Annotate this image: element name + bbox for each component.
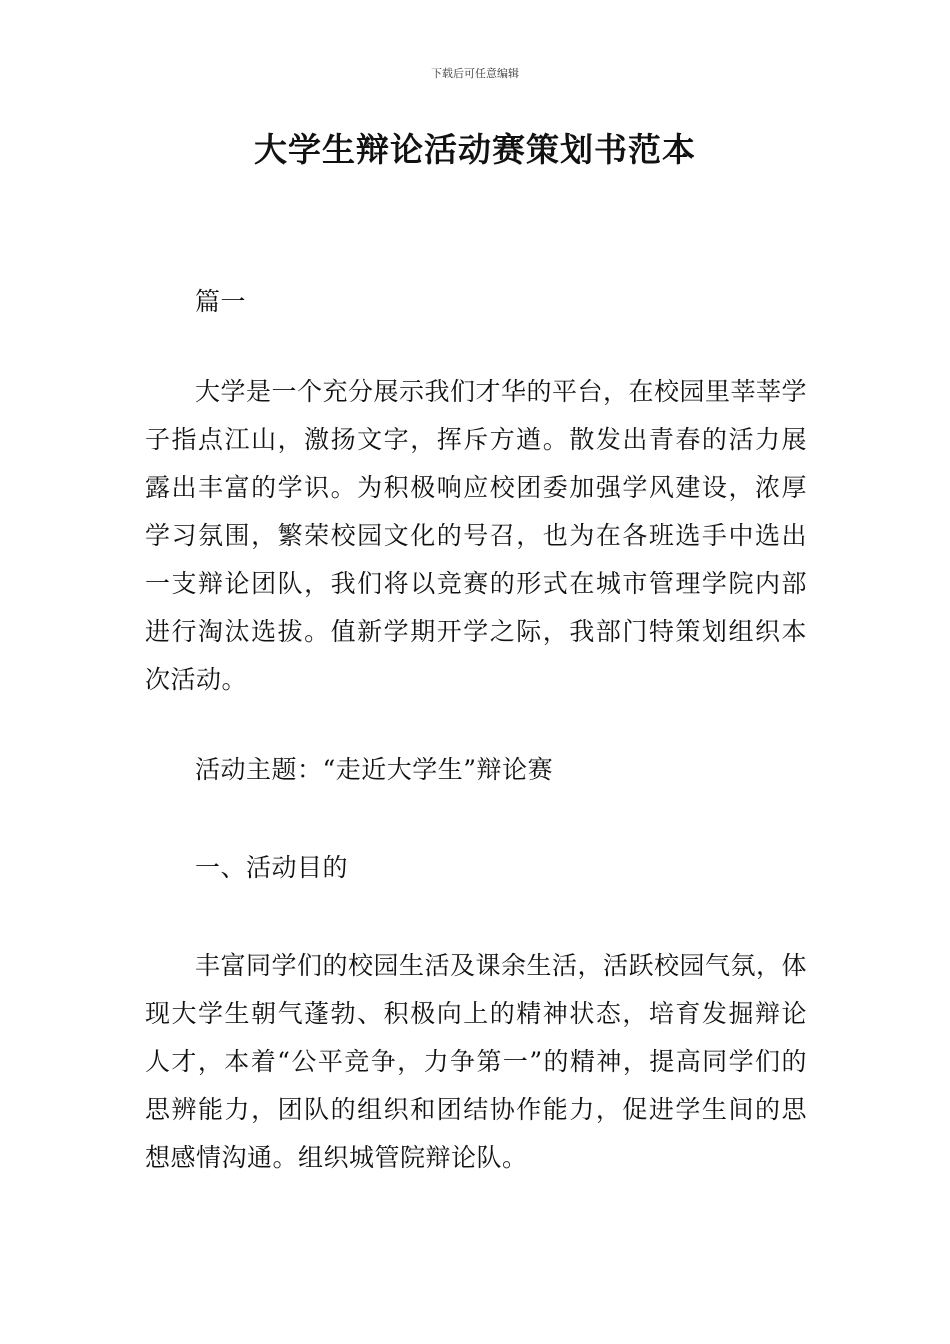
header-note: 下载后可任意编辑	[431, 67, 519, 80]
intro-paragraph: 大学是一个充分展示我们才华的平台，在校园里莘莘学子指点江山，激扬文字，挥斥方遒。散发出青春的活力展露出丰富的学识。为积极响应校团委加强学风建设，浓厚学习氛围，繁荣校园文化的号召，也为在各班选手中选出一支辩论团队，我们将以竞赛的形式在城市管理学院内部进行淘汰选拔。值新学期开学之际，我部门特策划组织本次活动。	[145, 377, 808, 694]
activity-theme: 活动主题：“走近大学生”辩论赛	[195, 755, 554, 784]
purpose-paragraph: 丰富同学们的校园生活及课余生活，活跃校园气氛，体现大学生朝气蓬勃、积极向上的精神状态，培育发掘辩论人才，本着“公平竞争，力争第一”的精神，提高同学们的思辨能力，团队的组织和团结协作能力，促进学生间的思想感情沟通。组织城管院辩论队。	[145, 951, 808, 1172]
document-body	[145, 278, 807, 1182]
section-label: 篇一	[195, 287, 247, 316]
section-heading-purpose: 一、活动目的	[195, 853, 349, 882]
document-title: 大学生辩论活动赛策划书范本	[254, 130, 696, 169]
